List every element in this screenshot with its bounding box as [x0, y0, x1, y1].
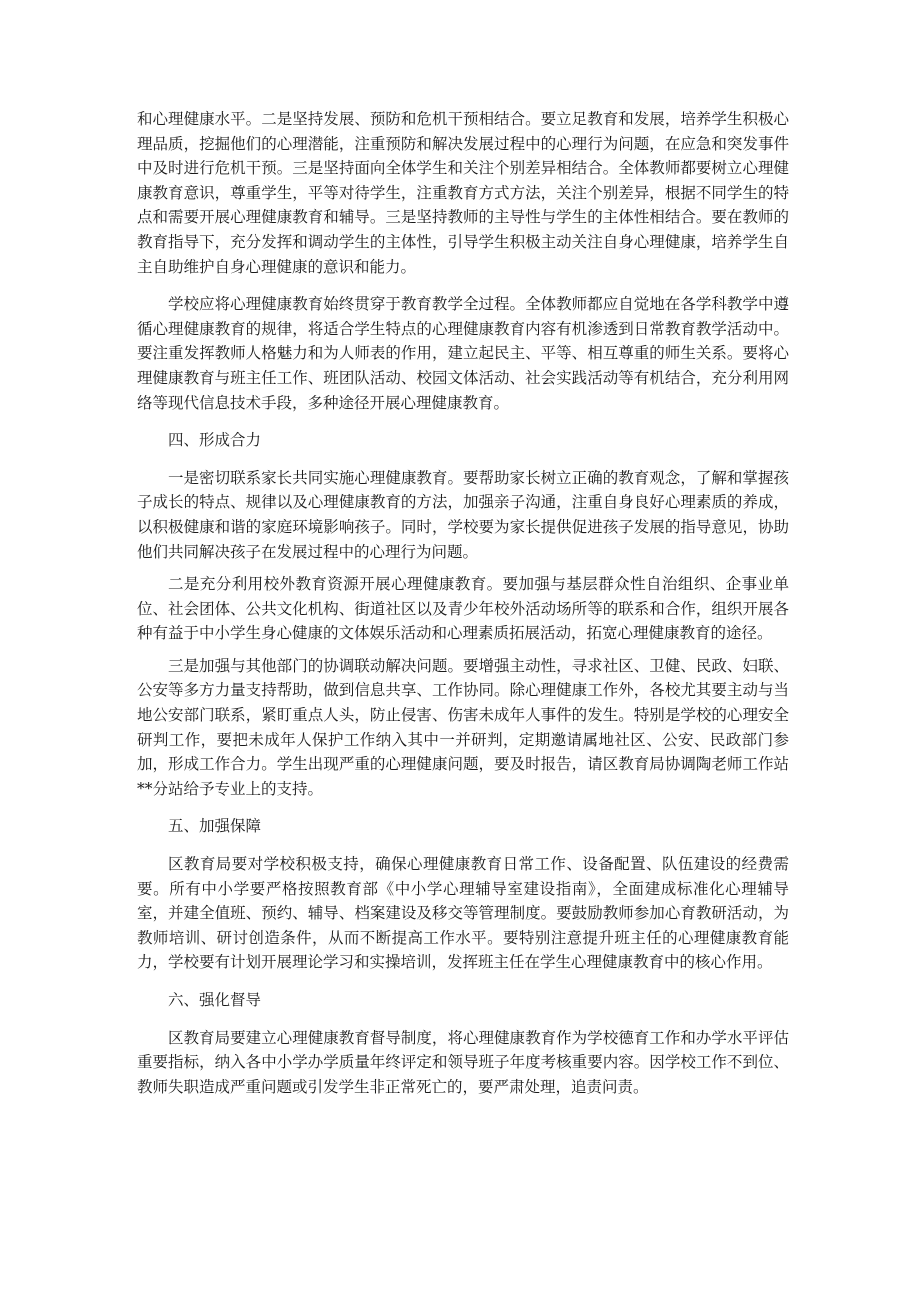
document-body	[137, 107, 789, 1112]
paragraph-parents: 一是密切联系家长共同实施心理健康教育。要帮助家长树立正确的教育观念，了解和掌握孩子成长的特点、规律以及心理健康教育的方法，加强亲子沟通，注重自身良好心理素质的养成，以积极健康和谐的家庭环境影响孩子。同时，学校要为家长提供促进孩子发展的指导意见，协助他们共同解决孩子在发展过程中的心理行为问题。	[137, 468, 789, 561]
paragraph-principles-continued: 和心理健康水平。二是坚持发展、预防和危机干预相结合。要立足教育和发展，培养学生积极心理品质，挖掘他们的心理潜能，注重预防和解决发展过程中的心理行为问题，在应急和突发事件中及时进行危机干预。三是坚持面向全体学生和关注个别差异相结合。全体教师都要树立心理健康教育意识，尊重学生，平等对待学生，注重教育方式方法，关注个别差异，根据不同学生的特点和需要开展心理健康教育和辅导。三是坚持教师的主导性与学生的主体性相结合。要在教师的教育指导下，充分发挥和调动学生的主体性，引导学生积极主动关注自身心理健康，培养学生自主自助维护自身心理健康的意识和能力。	[137, 110, 789, 276]
paragraph-external-resources: 二是充分利用校外教育资源开展心理健康教育。要加强与基层群众性自治组织、企事业单位、社会团体、公共文化机构、街道社区以及青少年校外活动场所等的联系和合作，组织开展各种有益于中小学生身心健康的文体娱乐活动和心理素质拓展活动，拓宽心理健康教育的途径。	[137, 575, 789, 643]
section-heading-4: 四、形成合力	[168, 431, 262, 450]
section-heading-5: 五、加强保障	[168, 817, 262, 836]
section-heading-6: 六、强化督导	[168, 991, 262, 1009]
paragraph-whole-process: 学校应将心理健康教育始终贯穿于教育教学全过程。全体教师都应自觉地在各学科教学中遵循心理健康教育的规律，将适合学生特点的心理健康教育内容有机渗透到日常教育教学活动中。要注重发挥教师人格魅力和为人师表的作用，建立起民主、平等、相互尊重的师生关系。要将心理健康教育与班主任工作、班团队活动、校园文体活动、社会实践活动等有机结合，充分利用网络等现代信息技术手段，多种途径开展心理健康教育。	[137, 295, 789, 412]
paragraph-supervision: 区教育局要建立心理健康教育督导制度，将心理健康教育作为学校德育工作和办学水平评估重要指标，纳入各中小学办学质量年终评定和领导班子年度考核重要内容。因学校工作不到位、教师失职造成严重问题或引发学生非正常死亡的，要严肃处理，追责问责。	[137, 1028, 789, 1096]
paragraph-guarantee: 区教育局要对学校积极支持，确保心理健康教育日常工作、设备配置、队伍建设的经费需要。所有中小学要严格按照教育部《中小学心理辅导室建设指南》，全面建成标准化心理辅导室，并建全值班、预约、辅导、档案建设及移交等管理制度。要鼓励教师参加心育教研活动，为教师培训、研讨创造条件，从而不断提高工作水平。要特别注意提升班主任的心理健康教育能力，学校要有计划开展理论学习和实操培训，发挥班主任在学生心理健康教育中的核心作用。	[137, 855, 789, 972]
paragraph-coordination: 三是加强与其他部门的协调联动解决问题。要增强主动性，寻求社区、卫健、民政、妇联、公安等多方力量支持帮助，做到信息共享、工作协同。除心理健康工作外，各校尤其要主动与当地公安部门联系，紧盯重点人头，防止侵害、伤害未成年人事件的发生。特别是学校的心理安全研判工作，要把未成年人保护工作纳入其中一并研判，定期邀请属地社区、公安、民政部门参加，形成工作合力。学生出现严重的心理健康问题，要及时报告，请区教育局协调陶老师工作站**分站给予专业上的支持。	[137, 656, 789, 798]
